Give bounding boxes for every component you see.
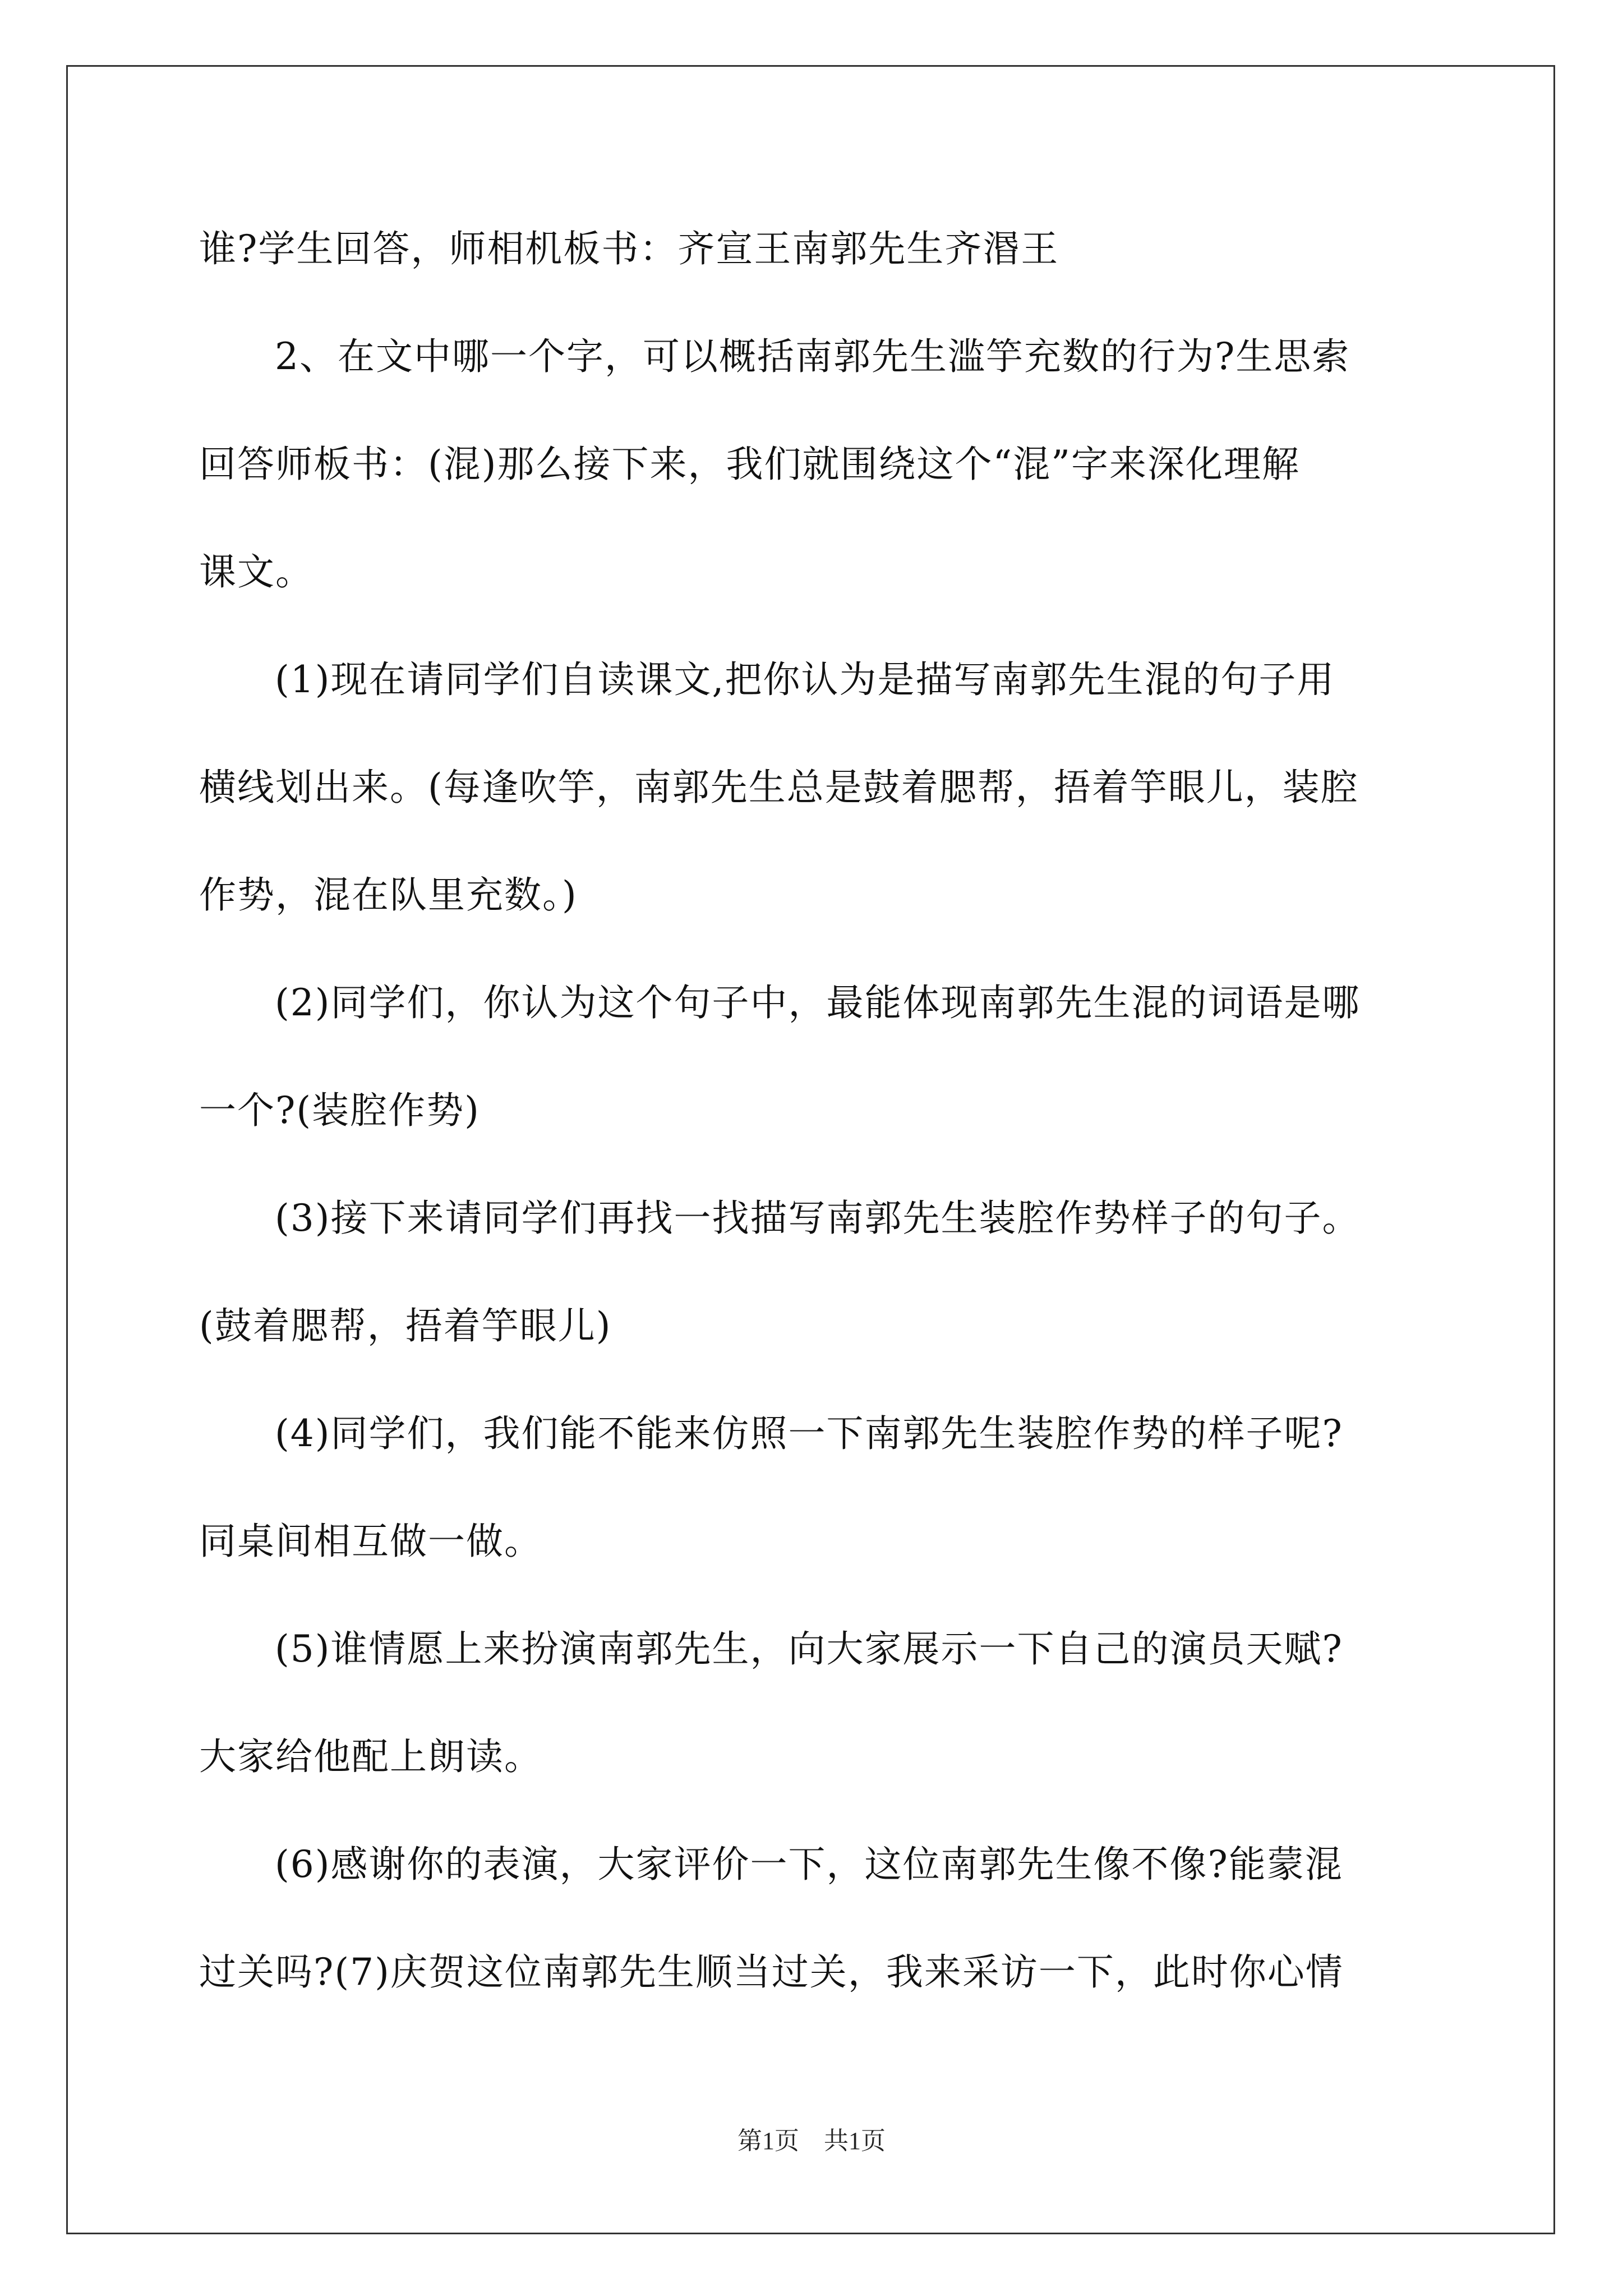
text-line: 作势，混在队里充数。) <box>199 873 578 917</box>
text-line: 横线划出来。(每逢吹竽，南郭先生总是鼓着腮帮，捂着竽眼儿，装腔 <box>199 766 1359 809</box>
text-line: 过关吗?(7)庆贺这位南郭先生顺当过关，我来采访一下，此时你心情 <box>199 1950 1344 1994</box>
text-line: 大家给他配上朗读。 <box>199 1735 542 1778</box>
document-body <box>199 213 1433 2044</box>
text-line: 同桌间相互做一做。 <box>199 1520 542 1563</box>
text-line: 课文。 <box>199 550 313 593</box>
text-line: (6)感谢你的表演，大家评价一下，这位南郭先生像不像?能蒙混 <box>275 1843 1343 1886</box>
text-line: 一个?(装腔作势) <box>199 1089 480 1132</box>
text-line: 谁?学生回答，师相机板书：齐宣王南郭先生齐湣王 <box>199 227 1059 270</box>
text-line: (1)现在请同学们自读课文,把你认为是描写南郭先生混的句子用 <box>275 658 1335 701</box>
text-line: (2)同学们，你认为这个句子中，最能体现南郭先生混的词语是哪 <box>275 981 1361 1024</box>
text-line: 2、在文中哪一个字，可以概括南郭先生滥竽充数的行为?生思索 <box>275 335 1350 378</box>
text-line: (鼓着腮帮，捂着竽眼儿) <box>199 1304 612 1347</box>
text-line: (4)同学们，我们能不能来仿照一下南郭先生装腔作势的样子呢? <box>275 1412 1343 1455</box>
text-line: (5)谁情愿上来扮演南郭先生，向大家展示一下自己的演员天赋? <box>275 1627 1343 1671</box>
page-footer: 第1页 共1页 <box>737 2127 886 2155</box>
text-line: 回答师板书：(混)那么接下来，我们就围绕这个“混”字来深化理解 <box>199 443 1300 486</box>
text-line: (3)接下来请同学们再找一找描写南郭先生装腔作势样子的句子。 <box>275 1197 1361 1240</box>
